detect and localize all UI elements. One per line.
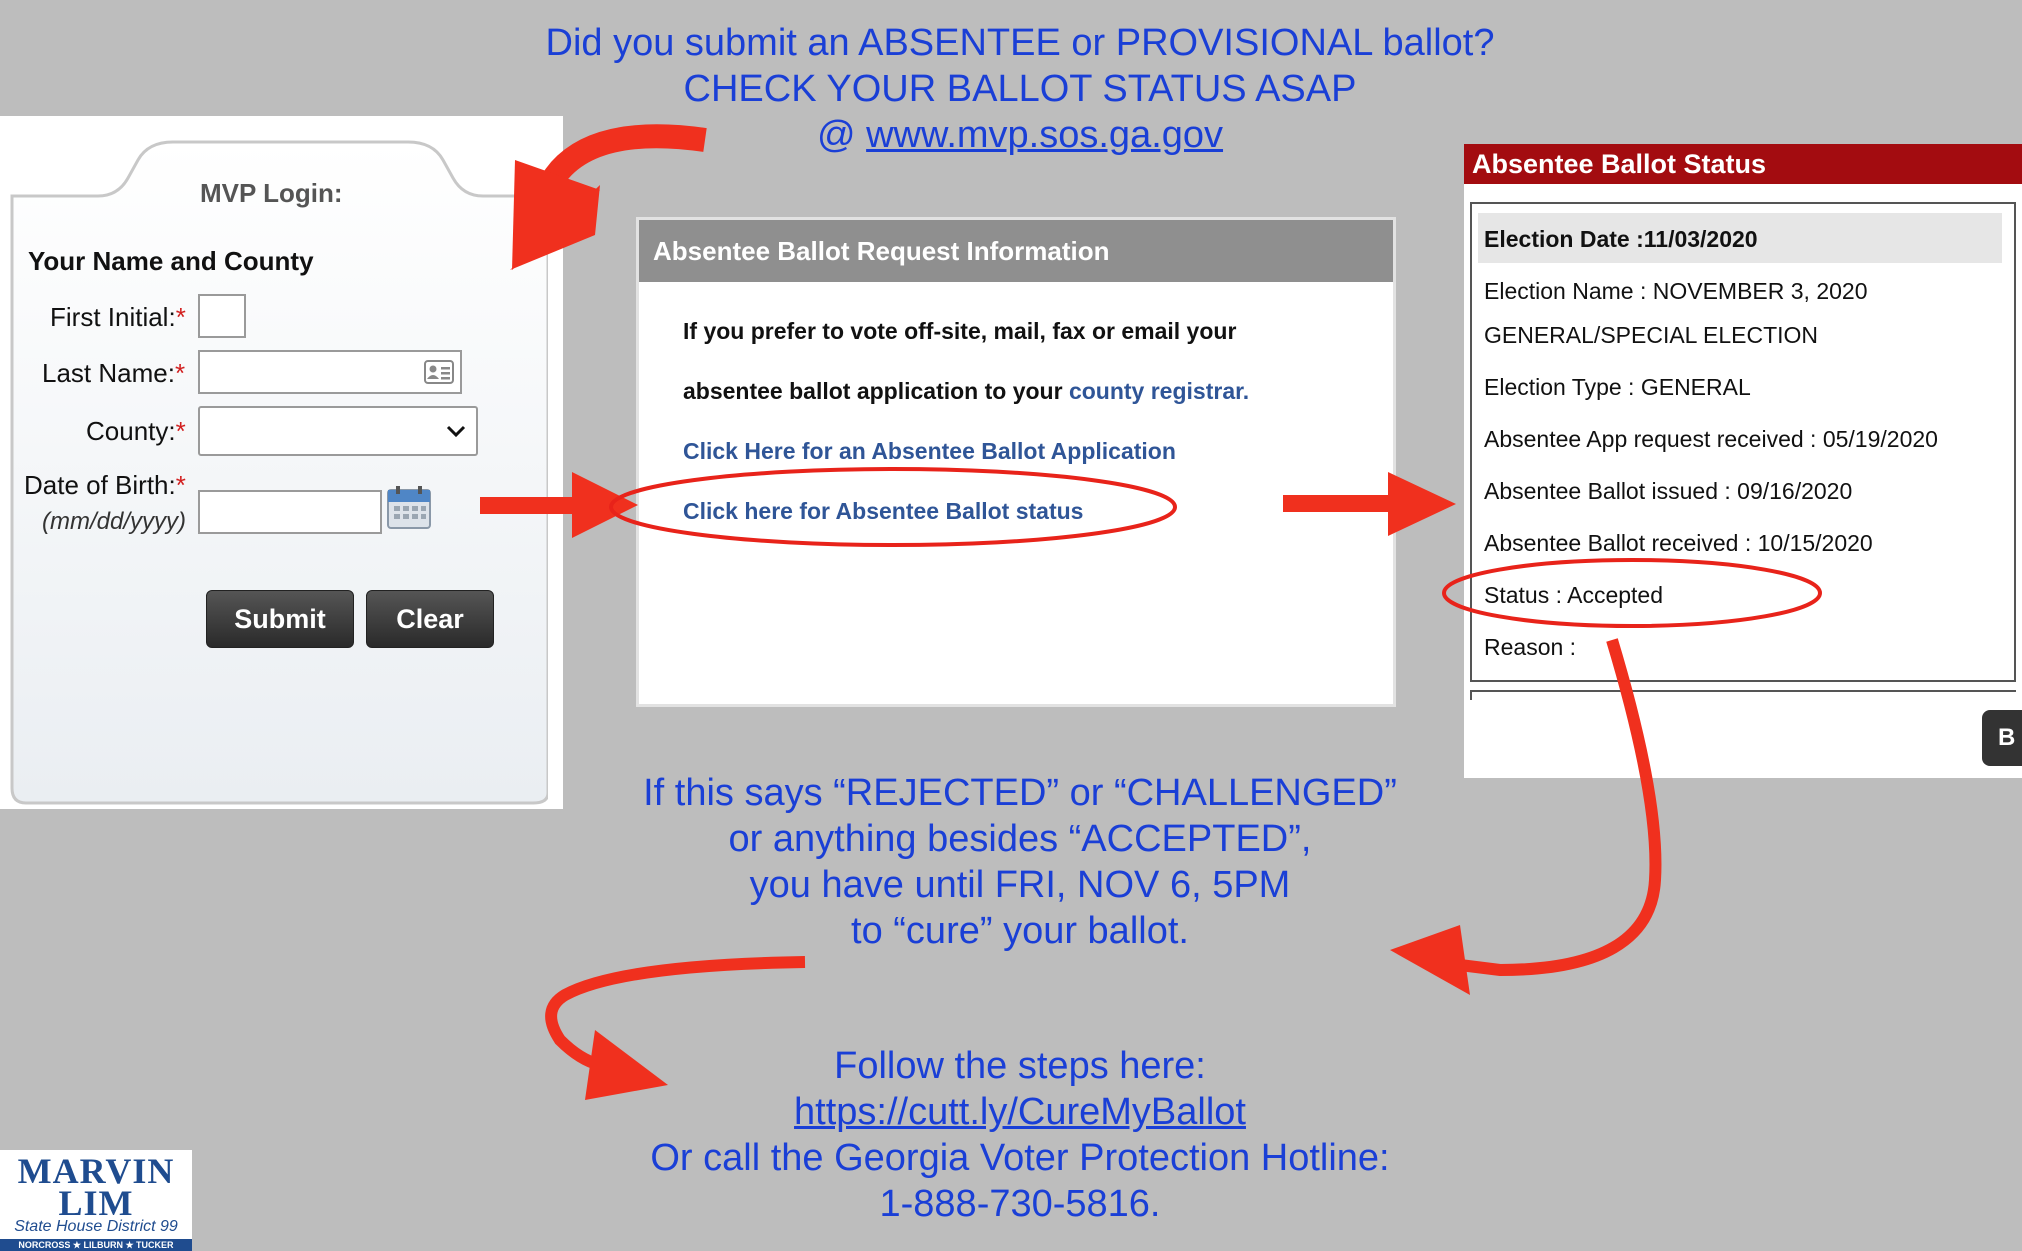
first-initial-label-text: First Initial:	[50, 302, 176, 332]
absentee-application-link[interactable]: Click Here for an Absentee Ballot Application	[683, 438, 1176, 464]
election-name-line2: GENERAL/SPECIAL ELECTION	[1484, 322, 1819, 348]
election-date: Election Date :11/03/2020	[1484, 226, 1758, 252]
cure-message-line2: or anything besides “ACCEPTED”,	[728, 818, 1312, 860]
logo-last-name: LIM	[58, 1183, 134, 1223]
request-info-text-line2-prefix: absentee ballot application to your	[683, 378, 1069, 404]
contact-card-icon	[424, 360, 454, 384]
county-label	[86, 416, 186, 447]
arrowhead-right-1-icon	[572, 472, 638, 538]
county-select[interactable]	[198, 406, 478, 456]
cure-message-line4: to “cure” your ballot.	[851, 910, 1189, 952]
ballot-issued: Absentee Ballot issued : 09/16/2020	[1484, 478, 1853, 504]
mvp-login-panel	[0, 116, 563, 809]
absentee-status-link[interactable]: Click here for Absentee Ballot status	[683, 498, 1084, 524]
required-mark: *	[174, 358, 186, 388]
mvp-website-link[interactable]: www.mvp.sos.ga.gov	[866, 114, 1224, 156]
ballot-received: Absentee Ballot received : 10/15/2020	[1484, 530, 1873, 556]
required-mark: *	[175, 416, 186, 446]
follow-steps-line1: Follow the steps here:	[834, 1045, 1206, 1087]
last-name-input[interactable]	[198, 350, 462, 394]
last-name-label	[42, 358, 185, 389]
top-message	[420, 20, 1620, 158]
absentee-request-info-panel	[636, 217, 1396, 707]
status-reason: Reason :	[1484, 634, 1577, 660]
election-type: Election Type : GENERAL	[1484, 374, 1751, 400]
required-mark: *	[175, 302, 186, 332]
first-initial-input[interactable]	[198, 294, 246, 338]
status-header: Absentee Ballot Status	[1464, 144, 2022, 184]
clear-button[interactable]: Clear	[366, 590, 494, 648]
first-initial-label	[50, 302, 186, 333]
logo-towns: NORCROSS ★ LILBURN ★ TUCKER	[0, 1239, 192, 1251]
follow-steps-message	[520, 1043, 1520, 1227]
status-next-box	[1470, 690, 2016, 700]
dob-label	[24, 470, 186, 501]
request-info-header: Absentee Ballot Request Information	[639, 220, 1393, 282]
login-title: MVP Login:	[200, 178, 343, 208]
dob-label-text: Date of Birth:	[24, 470, 176, 500]
top-message-line2: CHECK YOUR BALLOT STATUS ASAP	[683, 68, 1357, 110]
election-name-line1: Election Name : NOVEMBER 3, 2020	[1484, 278, 1868, 304]
logo-district: State House District 99	[14, 1218, 178, 1235]
top-message-at: @	[816, 114, 867, 156]
logo-first-name: MARVIN	[17, 1151, 175, 1191]
cure-my-ballot-link[interactable]: https://cutt.ly/CureMyBallot	[794, 1091, 1246, 1133]
submit-button[interactable]: Submit	[206, 590, 354, 648]
required-mark: *	[175, 470, 186, 500]
last-name-label-text: Last Name:	[42, 358, 175, 388]
ballot-status: Status : Accepted	[1484, 582, 1664, 608]
login-section-heading: Your Name and County	[28, 246, 314, 276]
hotline-number[interactable]: 1-888-730-5816.	[879, 1183, 1161, 1225]
arrowhead-right-2-icon	[1388, 472, 1456, 536]
cure-deadline-message	[520, 770, 1520, 954]
request-info-text-line2	[683, 378, 1249, 405]
hotline-line: Or call the Georgia Voter Protection Hotline:	[650, 1137, 1390, 1179]
top-message-line3	[420, 112, 1620, 158]
dob-input[interactable]	[198, 490, 382, 534]
chevron-down-icon	[446, 424, 466, 438]
cure-message-line1: If this says “REJECTED” or “CHALLENGED”	[643, 772, 1397, 814]
dob-format-hint: (mm/dd/yyyy)	[42, 508, 186, 535]
request-info-text-line1: If you prefer to vote off-site, mail, fax or email your	[683, 318, 1237, 344]
campaign-logo	[0, 1150, 192, 1251]
calendar-icon[interactable]	[386, 484, 432, 530]
app-request-received: Absentee App request received : 05/19/2020	[1484, 426, 1938, 452]
county-label-text: County:	[86, 416, 176, 446]
status-edge-button[interactable]: B	[1982, 710, 2022, 766]
cure-message-line3: you have until FRI, NOV 6, 5PM	[749, 864, 1291, 906]
county-registrar-link[interactable]: county registrar.	[1068, 378, 1250, 404]
top-message-line1: Did you submit an ABSENTEE or PROVISIONAL ballot?	[545, 22, 1495, 64]
absentee-ballot-status-panel	[1464, 144, 2022, 778]
